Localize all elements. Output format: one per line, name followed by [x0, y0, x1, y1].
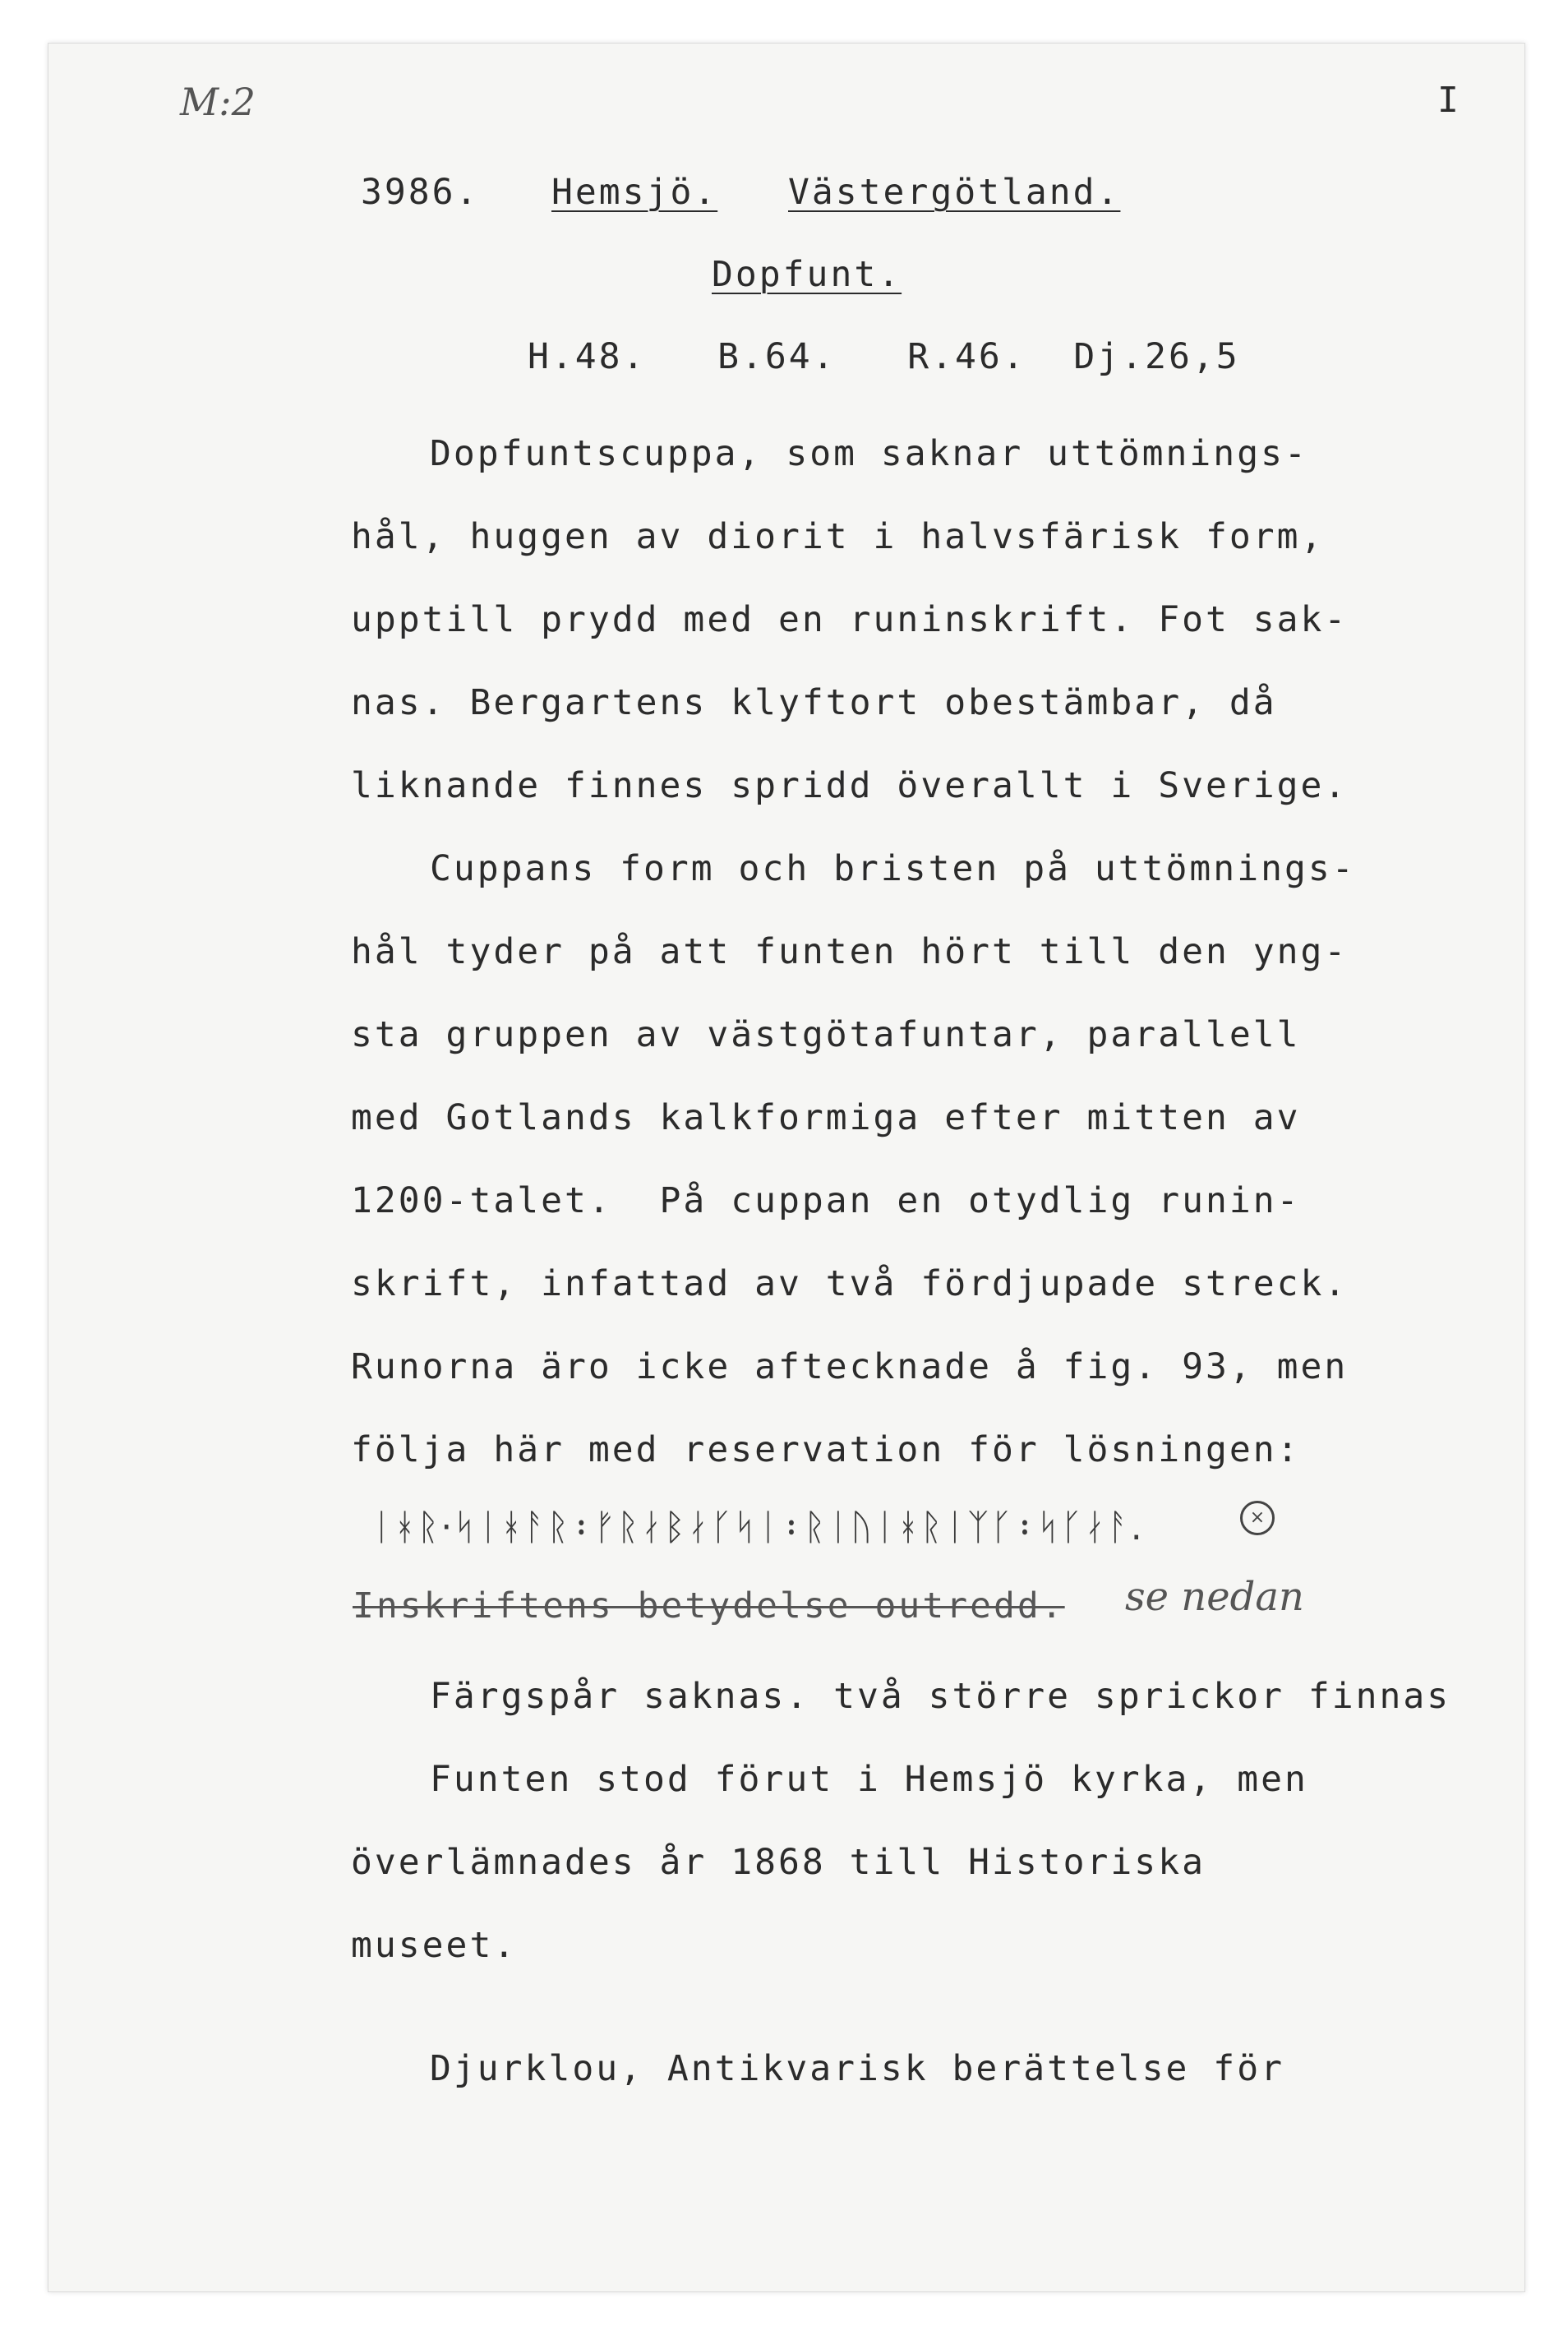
text-line: följa här med reservation för lösningen:	[351, 1429, 1301, 1470]
text-line: Cuppans form och bristen på uttömnings-	[430, 848, 1356, 889]
circled-x-mark: ×	[1240, 1501, 1275, 1535]
document-page	[48, 43, 1525, 2292]
text-line: skrift, infattad av två fördjupade streck.	[351, 1263, 1349, 1304]
text-line: liknande finnes spridd överallt i Sverige.	[351, 765, 1349, 806]
text-line: hål tyder på att funten hört till den yng-	[351, 931, 1349, 972]
rune-inscription: ᛁᚼᚱ·ᛋᛁᚼᚨᚱ᛬ᚠᚱᛅᛒᛅᚴᛋᛁ᛬ᚱᛁᚢᛁᚼᚱᛁᛉᚴ᛬ᛋᚴᛅᚨ.	[371, 1507, 1144, 1548]
text-line: sta gruppen av västgötafuntar, parallell	[351, 1014, 1301, 1055]
text-line: Runorna äro icke aftecknade å fig. 93, men	[351, 1346, 1349, 1387]
text-line: överlämnades år 1868 till Historiska	[351, 1842, 1206, 1883]
page-number: I	[1437, 80, 1461, 121]
text-line: 1200-talet. På cuppan en otydlig runin-	[351, 1180, 1301, 1221]
text-line: upptill prydd med en runinskrift. Fot sak-	[351, 599, 1349, 640]
province-name: Västergötland.	[788, 172, 1121, 213]
text-line: med Gotlands kalkformiga efter mitten av	[351, 1097, 1301, 1138]
object-title: Dopfunt.	[712, 254, 902, 295]
text-line: nas. Bergartens klyftort obestämbar, då	[351, 682, 1277, 723]
dimensions: H.48. B.64. R.46. Dj.26,5	[528, 336, 1240, 377]
text-line: Dopfuntscuppa, som saknar uttömnings-	[430, 433, 1308, 474]
handwritten-note: se nedan	[1125, 1574, 1304, 1620]
text-line: hål, huggen av diorit i halvsfärisk form,	[351, 516, 1325, 557]
text-line: Färgspår saknas. två större sprickor finnas	[430, 1676, 1451, 1717]
catalog-number: 3986.	[361, 172, 480, 213]
text-line: museet.	[351, 1925, 518, 1966]
corner-note: M:2	[180, 80, 256, 124]
text-line: Djurklou, Antikvarisk berättelse för	[430, 2048, 1284, 2089]
place-name: Hemsjö.	[551, 172, 718, 213]
text-line: Funten stod förut i Hemsjö kyrka, men	[430, 1759, 1308, 1800]
struck-line: Inskriftens betydelse outredd.	[353, 1585, 1065, 1626]
